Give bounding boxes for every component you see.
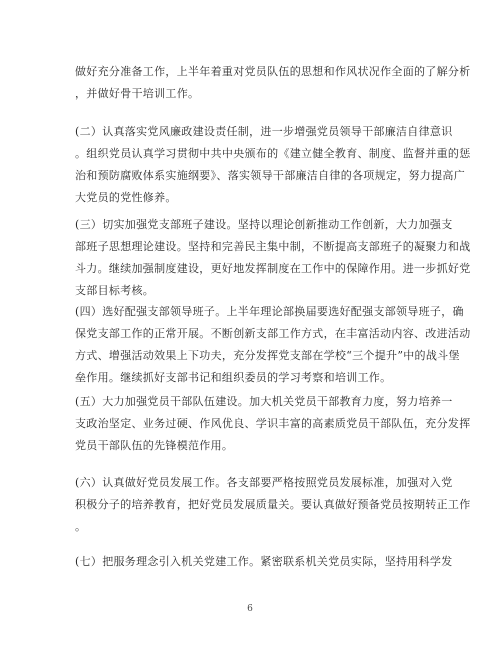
text-line: (六）认真做好党员发展工作。各支部要严格按照党员发展标准，加强对入党 <box>75 476 453 489</box>
text-line: 保党支部工作的正常开展。不断创新支部工作方式，在丰富活动内容、改进活动 <box>75 327 471 340</box>
text-line: 支政治坚定、业务过硬、作风优良、学识丰富的高素质党员干部队伍，充分发挥 <box>75 417 471 430</box>
text-line: 斗力。继续加强制度建设，更好地发挥制度在工作中的保障作用。进一步抓好党 <box>75 262 471 275</box>
text-line: 方式、增强活动效果上下功夫，充分发挥党支部在学校“三个提升”中的战斗堡 <box>75 349 460 362</box>
text-line: (五）大力加强党员干部队伍建设。加大机关党员干部教育力度，努力培养一 <box>75 395 453 408</box>
text-line: (三）切实加强党支部班子建设。坚持以理论创新推动工作创新，大力加强支 <box>75 218 453 231</box>
paragraph-5 <box>75 391 471 457</box>
text-line: (七）把服务理念引入机关党建工作。紧密联系机关党员实际，坚持用科学发 <box>75 555 453 568</box>
paragraph-6 <box>75 472 471 538</box>
text-line: 。 <box>75 520 87 533</box>
paragraph-4 <box>75 301 471 389</box>
text-line: 大党员的党性修养。 <box>75 191 177 204</box>
text-line: (二）认真落实党风廉政建设责任制，进一步增强党员领导干部廉洁自律意识 <box>75 125 453 138</box>
text-line: 部班子思想理论建设。坚持和完善民主集中制，不断提高支部班子的凝聚力和战 <box>75 240 471 253</box>
text-line: 。组织党员认真学习贯彻中共中央颁布的《建立健全教育、制度、监督并重的惩 <box>75 147 471 160</box>
text-line: 做好充分准备工作，上半年着重对党员队伍的思想和作风状况作全面的了解分析 <box>75 65 471 78</box>
text-line: ，并做好骨干培训工作。 <box>75 87 200 100</box>
text-line: 积极分子的培养教育，把好党员发展质量关。要认真做好预备党员按期转正工作 <box>75 498 471 511</box>
text-line: 垒作用。继续抓好支部书记和组织委员的学习考察和培训工作。 <box>75 371 392 384</box>
page-number: 6 <box>247 604 253 614</box>
paragraph-3 <box>75 214 471 302</box>
paragraph-7 <box>75 551 453 573</box>
paragraph-intro-continuation <box>75 61 471 105</box>
text-line: (四）选好配强支部领导班子。上半年理论部换届要选好配强支部领导班子，确 <box>75 305 464 318</box>
text-line: 党员干部队伍的先锋模范作用。 <box>75 439 234 452</box>
paragraph-2 <box>75 121 471 209</box>
text-line: 支部目标考核。 <box>75 284 155 297</box>
text-line: 治和预防腐败体系实施纲要》、落实领导干部廉洁自律的各项规定，努力提高广 <box>75 169 465 182</box>
